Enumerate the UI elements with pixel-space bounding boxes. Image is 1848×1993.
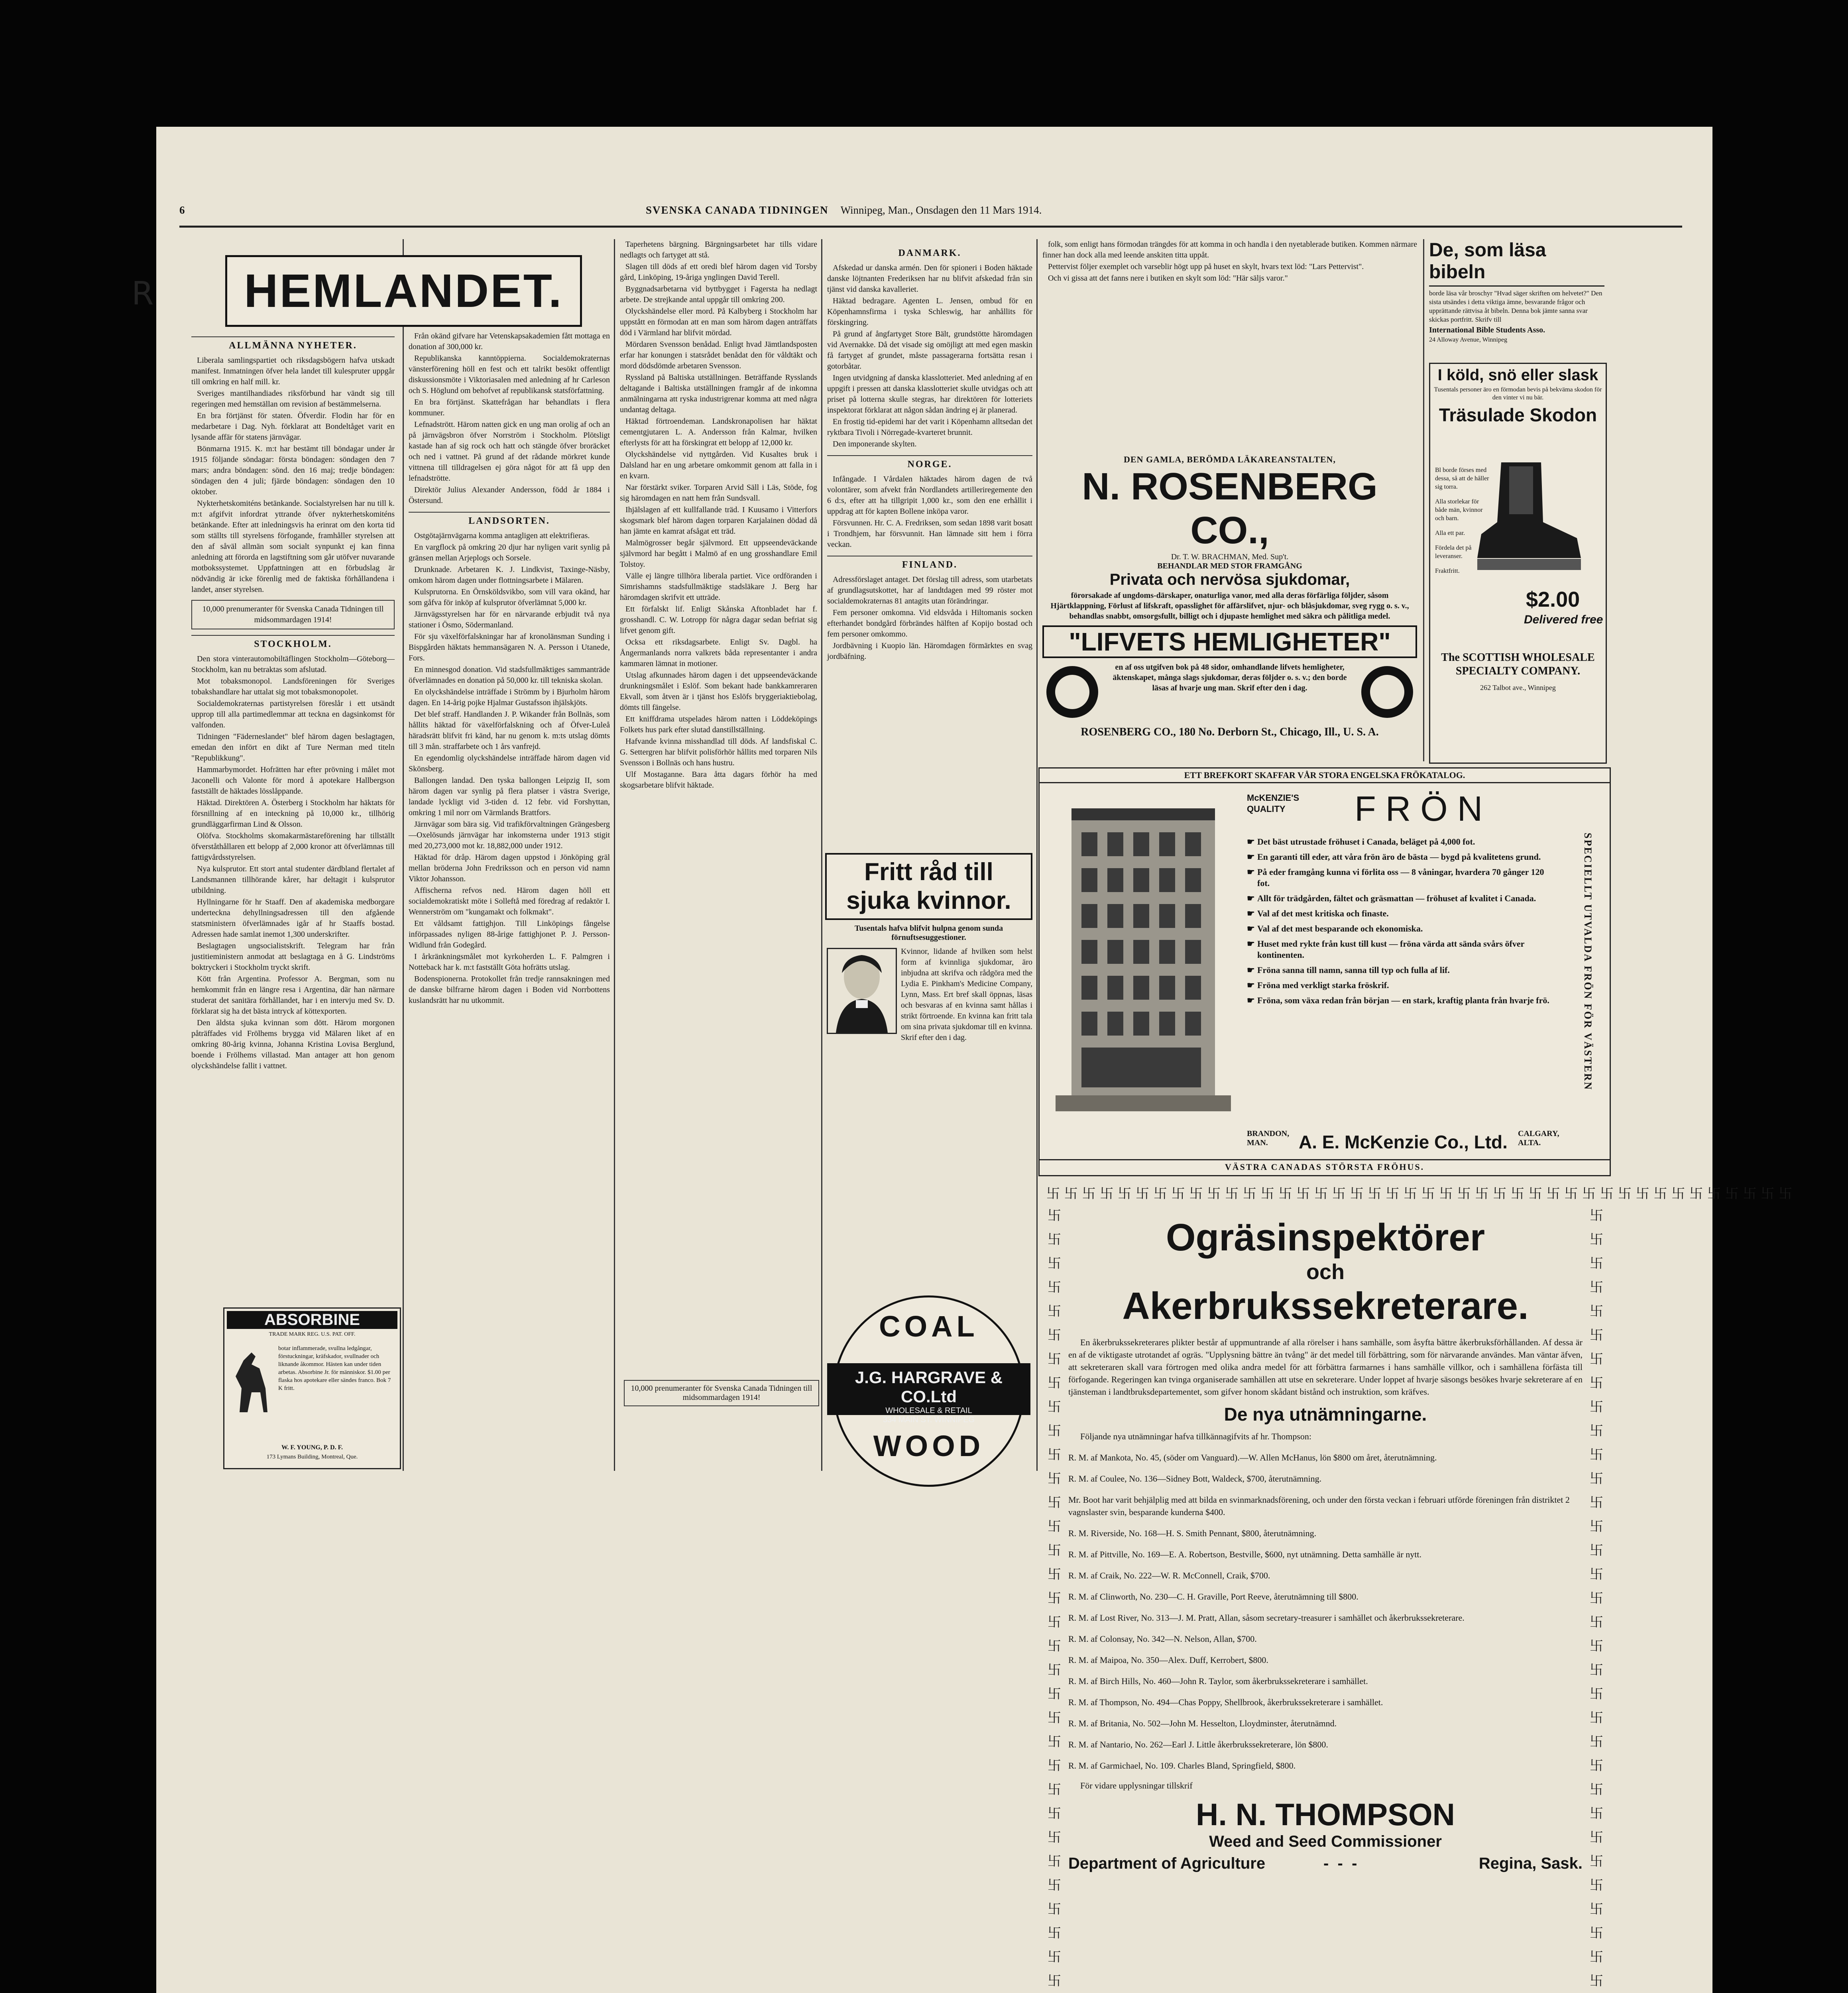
pointer-icon: ☛ — [1247, 939, 1255, 949]
article-paragraph: R. M. af Mankota, No. 45, (söder om Vanguard).—W. Allen McHanus, lön $800 om året, återutnämning. — [1068, 1452, 1437, 1462]
weed-lead: Följande nya utnämningar hafva tillkännagifvits af hr. Thompson: — [1080, 1431, 1312, 1441]
col5-articles — [1042, 239, 1417, 284]
article-paragraph: Hafvande kvinna misshandlad till döds. Af landsfiskal C. G. Settergren har blifvit polisförhör hållits med torparen Nils Svensson i Bollnäs och hans hustru. — [620, 737, 817, 767]
article-paragraph: En olyckshändelse inträffade i Strömm by i Bjurholm härom dagen. En 14-årig pojke Hjalmar Gustafsson ihjälskjöts. — [409, 688, 610, 707]
article-paragraph: R. M. af Coulee, No. 136—Sidney Bott, Waldeck, $700, återutnämning. — [1068, 1474, 1322, 1484]
coal-sub: WHOLESALE & RETAIL — [885, 1406, 972, 1415]
article-paragraph: R. M. af Colonsay, No. 342—N. Nelson, Allan, $700. — [1068, 1634, 1257, 1644]
building-illustration — [1056, 792, 1231, 1123]
article-paragraph: Infångade. I Vårdalen häktades härom dagen de två volontärer, som afvekt från Nordlandets artilleriregemente den 6 d:s, efter att ha tillgripit 1,000 kr., som den ene erhållit i uppdrag att för kapten Bollene inköpa varor. — [827, 475, 1032, 516]
article-paragraph: R. M. af Pittville, No. 169—E. A. Robertson, Bestville, $600, nyt utnämning. Detta samhälle är nytt. — [1068, 1549, 1422, 1559]
article-paragraph: Järnvägar som bära sig. Vid trafikförvaltningen Grängesberg—Oxelösunds järnvägar har inkomsterna under 1913 stigit med 20,273,000 mot kr. 18,882,000 under 1912. — [409, 820, 610, 850]
article-paragraph: R. M. af Britania, No. 502—John M. Hesselton, Lloydminster, återutnämnd. — [1068, 1718, 1337, 1728]
article-paragraph: Utslag afkunnades härom dagen i det uppseendeväckande drunkningsmålet i Eslöf. Som bekant hade bankkamreraren Ekvall, som åtven är i tjänst hos Eslöfs bryggeriaktiebolag, dömts till fängelse. — [620, 671, 817, 712]
column-2 — [409, 331, 610, 1467]
pinkham-title: Fritt råd till sjuka kvinnor. — [825, 853, 1032, 920]
decorative-border-right: 卐卐卐卐卐卐卐卐卐卐卐卐卐卐卐卐卐卐卐卐卐卐卐卐卐卐卐卐卐卐卐卐卐 — [1590, 1208, 1603, 1989]
page-header — [179, 204, 1682, 224]
norge-articles — [827, 474, 1032, 550]
section-title-hemlandet: HEMLANDET. — [225, 255, 582, 327]
bibeln-title: De, som läsa bibeln — [1429, 239, 1604, 287]
col1-articles-b — [191, 654, 395, 1071]
weed-och: och — [1306, 1260, 1345, 1284]
ad-weed-inspectors — [1068, 1208, 1583, 1993]
weed-entries — [1068, 1451, 1583, 1772]
col2-articles-b — [409, 531, 610, 1006]
article-paragraph: Afskedad ur danska armén. Den för spioneri i Boden häktade danske löjtnanten Frederiksen har nu blifvit afskedad från sin tjänst vid danska kavalleriet. — [827, 263, 1032, 294]
bibeln-address: 24 Alloway Avenue, Winnipeg — [1429, 336, 1508, 343]
article-paragraph: Från okänd gifvare har Vetenskapsakademien fått mottaga en donation af 300,000 kr. — [409, 332, 610, 351]
rosenberg-book-text: en af oss utgifven bok på 48 sidor, omhandlande lifvets hemligheter, äktenskapet, många slags sjukdomar, deras följder o. s. v.; den borde läsas af hvarje ung man. Skrif efter den i dag. — [1113, 663, 1347, 692]
article-paragraph: R. M. af Craik, No. 222—W. R. McConnell, Craik, $700. — [1068, 1570, 1270, 1580]
weed-name: H. N. THOMPSON — [1195, 1797, 1455, 1832]
skodon-address: 262 Talbot ave., Winnipeg — [1480, 684, 1556, 692]
ad-absorbine — [223, 1307, 401, 1469]
rosenberg-book-row — [1038, 662, 1421, 726]
dateline: Winnipeg, Man., Onsdagen den 11 Mars 1914. — [840, 204, 1042, 216]
bibeln-org: International Bible Students Asso. — [1429, 326, 1545, 334]
absorbine-maker: W. F. YOUNG, P. D. F. — [281, 1444, 343, 1451]
article-paragraph: Ett förfalskt lif. Enligt Skånska Aftonbladet har f. grosshandl. C. W. Lotropp för några dagar sedan befriat sig lifvet genom gift. — [620, 605, 817, 635]
article-paragraph: Fraktfritt. — [1435, 568, 1460, 574]
skodon-subtitle: Tusentals personer äro en förmodan bevis på bekväma skodon för den vinter vi nu bär. — [1434, 386, 1602, 401]
pointer-icon: ☛ — [1247, 924, 1255, 934]
article-paragraph: Ballongen landad. Den tyska ballongen Leipzig II, som härom dagen var synlig på flera platser i västra Sverige, landade lyckligt vid 3-tiden d. 12 febr. vid Forshyttan, omkring 1 mil norr om Värmlands Brattfors. — [409, 776, 610, 817]
weed-dept-row — [1068, 1855, 1583, 1879]
article-paragraph: En frostig tid-epidemi har det varit i Köpenhamn alltsedan det ryktbara Tivoli i Nörregade-kvarteret brunnit. — [827, 417, 1032, 437]
margin-mark: R — [132, 275, 154, 312]
article-paragraph: Och vi gissa att det fanns nere i butiken en skylt som löd: "Här säljs varor." — [1048, 274, 1288, 283]
article-paragraph: Olyckshändelse vid nyttgården. Vid Kusaltes bruk i Dalsland har en ung arbetare omkommit genom att falla in i en kvarn. — [620, 450, 817, 480]
masthead-title: SVENSKA CANADA TIDNINGEN — [646, 204, 829, 216]
article-paragraph: Mr. Boot har varit behjälplig med att bilda en svinmarknadsförening, och under den första veckan i februari utförde föreningen från distriktet 2 vagnslaster svin, besparande kunderna $400. — [1068, 1495, 1570, 1517]
article-paragraph: Nykterhetskomiténs betänkande. Socialstyrelsen har nu till k. m:t afgifvit infordrat yttrande öfver nykterhetskomiténs betänkande. Efter att inledningsvis ha erinrat om den korta tid som ställts till styrelsens förfogande, framhåller styrelsen att den af såväl allmän som socialt synpunkt ej kan finna anledning att förorda en lagstiftning som går utöfver nuvarande motbokssystemet. Uppfattningen att en förbudslag är nödvändig är icke förenlig med de faktiska förhållandena i landet, anser styrelsen. — [191, 499, 395, 594]
ad-coal-wood — [833, 1295, 1024, 1487]
skodon-firm: The SCOTTISH WHOLESALE SPECIALTY COMPANY. — [1441, 651, 1595, 677]
absorbine-title: ABSORBINE — [227, 1311, 397, 1329]
article-paragraph: Bönmarna 1915. K. m:t har bestämt till böndagar under år 1915 följande söndagar: första böndagen: söndagen den 7 mars; andra böndagen: sönd. den 16 maj; tredje böndagen: söndagen den 4 juli; fjärde böndagen: söndagen den 10 oktober. — [191, 444, 395, 496]
section-heading-allmanna: ALLMÄNNA NYHETER. — [191, 336, 395, 351]
pointer-icon: ☛ — [1247, 867, 1255, 877]
rosenberg-ring-left — [1046, 666, 1098, 718]
article-paragraph: En vargflock på omkring 20 djur har nyligen varit synlig på gränsen mellan Arjeplogs och Sorsele. — [409, 543, 610, 562]
article-paragraph: Ihjälslagen af ett kullfallande träd. I Kuusamo i Vitterfors skogsmark blef härom dagen torparen Karjalainen dödad då han jämte en kamrat afsågat ett träd. — [620, 505, 817, 536]
article-paragraph: Liberala samlingspartiet och riksdagsbögern hafva utskadt manifest. Inmatningen öfver hela landet till kulespruter uppgår till omkring en half mill. kr. — [191, 356, 395, 386]
article-paragraph: Adressförslaget antaget. Det förslag till adress, som utarbetats af grundlagsutskottet, har af landtdagen med 99 röster mot socialdemokraternas 81 antagits utan förändringar. — [827, 575, 1032, 605]
column-4 — [827, 239, 1032, 849]
article-paragraph: Häktad bedragare. Agenten L. Jensen, ombud för en Köpenhamnsfirma i tyska Schleswig, har anhållits för förskingring. — [827, 297, 1032, 327]
article-paragraph: Sveriges mantilhandiades riksförbund har vändt sig till regeringen med hemställan om revision af bestämmelserna. — [191, 389, 395, 409]
article-paragraph: Välle ej längre tillhöra liberala partiet. Vice ordföranden i Simrishamns stadsfullmäktige stadsläkare J. Berg har häromdagen skrifvit ett utträde. — [620, 572, 817, 602]
pointer-icon: ☛ — [1247, 852, 1255, 862]
article-paragraph: Ulf Mostaganne. Bara åtta dagars förhör ha med skogsarbetare blifvit häktade. — [620, 770, 817, 790]
article-paragraph: På grund af ångfartyget Store Bält, grundstötte häromdagen vid Avernakke. Då det visade sig omöjligt att med egen maskin få fartyget af grundet, måste passagerarna fortsätta resan i gotorbåtar. — [827, 330, 1032, 371]
article-paragraph: Den äldsta sjuka kvinnan som dött. Härom morgonen påträffades vid Frölhems brygga vid Mälaren liket af en omkring 80-årig kvinna, Johanna Kristina Lovisa Berglund, boende i Frölhems villastad. Man antager att hon genom olyckshändelse fallit i vattnet. — [191, 1018, 395, 1070]
ad-rosenberg — [1038, 454, 1421, 761]
article-paragraph: Beslagtagen ungsocialistskrift. Telegram har från justitieministern anmodat att beslagtaga en å G. Lindströms boktryckeri i Stockholm tryckt skrift. — [191, 941, 395, 972]
coal-text: COAL — [879, 1310, 979, 1343]
article-paragraph: Direktör Julius Alexander Andersson, född år 1884 i Östersund. — [409, 485, 610, 505]
article-paragraph: Jordbävning i Kuopio län. Häromdagen förmärktes en svag jordbäfning. — [827, 641, 1032, 661]
column-3 — [620, 239, 817, 1367]
article-paragraph: ☛ En garanti till eder, att våra frön äro de bästa — bygd på kvalitetens grund. — [1247, 852, 1541, 862]
ad-fritt-rad — [622, 1248, 823, 1355]
article-paragraph: R. M. af Birch Hills, No. 460—John R. Taylor, som åkerbrukssekreterare i samhället. — [1068, 1676, 1368, 1686]
rosenberg-subtitle: BEHANDLAR MED STOR FRAMGÅNG — [1157, 562, 1302, 570]
section-heading-norge: NORGE. — [827, 455, 1032, 470]
article-paragraph: R. M. af Nantario, No. 262—Earl J. Little åkerbrukssekreterare, lön $800. — [1068, 1739, 1328, 1749]
article-paragraph: Pettervist följer exemplet och varseblir högt upp på huset en skylt, hvars text löd: "Lars Pettervist". — [1048, 262, 1364, 271]
rosenberg-top: DEN GAMLA, BERÖMDA LÄKAREANSTALTEN, — [1124, 454, 1336, 464]
rosenberg-address: ROSENBERG CO., 180 No. Derborn St., Chicago, Ill., U. S. A. — [1081, 726, 1379, 738]
mckenzie-company: A. E. McKenzie Co., Ltd. — [1299, 1132, 1508, 1152]
skodon-title: I köld, snö eller slask — [1437, 366, 1598, 384]
horse-illustration — [228, 1344, 275, 1416]
column-rule — [403, 239, 404, 1471]
coal-address: 334 MAIN ST. WINNIPEG — [883, 1415, 975, 1424]
pointer-icon: ☛ — [1247, 908, 1255, 918]
column-5 — [1042, 239, 1417, 446]
article-paragraph: En bra förtjänst. Skattefrågan har behandlats i flera kommuner. — [409, 398, 610, 417]
rosenberg-doctor: Dr. T. W. BRACHMAN, Med. Sup't. — [1171, 552, 1289, 561]
article-paragraph: Kött från Argentina. Professor A. Bergman, som nu hemkommit från en längre resa i Argentina, där han närmare studerat det sanitära förhållandet, har i en intervju med Sv. D. förklarat sig ha det bästa intryck af köttexporten. — [191, 975, 395, 1016]
bibeln-text: borde läsa vår broschyr "Hvad säger skriften om helvetet?" Den sista utsändes i detta viktiga ämne, besvarande frågor och upprättande rättvisa åt bibeln. Denna bok jämte sanna svar skickas portfritt. Skrifv till — [1429, 289, 1602, 323]
article-paragraph: ☛ På eder framgång kunna vi förlita oss — 8 våningar, hvardera 70 gånger 120 fot. — [1247, 867, 1544, 888]
weed-intro: En åkerbrukssekreterares plikter består af uppmuntrande af alla rörelser i hans samhälle, som åsyfta bättre åkerbruksförhållanden. Af dessa är en af de viktigaste utrotandet af ogräs. "Upplysning bättre än tvång" är det medel till förbättring, som för närvarande användes. Man väntar äfven, att sekreteraren skall vara förtrogen med olika andra medel för att förbättra farmarnes i hans samhälle villkor, och i samhällena förfästa till förfogande. Regeringen kan tvinga organiserade samhällen att utse en sekreterare. Under loppet af hvarje säsongs besökes hvarje sekreterare af en tjänsteman i landtbruksdepartementet, som gifver honom skådant bistånd och instruktion, som kräfves. — [1068, 1337, 1583, 1397]
article-paragraph: En egendomlig olyckshändelse inträffade härom dagen vid Skönsberg. — [409, 754, 610, 773]
wood-text: WOOD — [873, 1429, 985, 1462]
weed-followup: För vidare upplysningar tillskrif — [1080, 1781, 1193, 1791]
article-paragraph: Olyckshändelse eller mord. På Kalbyberg i Stockholm har uppstått en förmodan att en man som härom dagen anträffats död i Värmland har blifvit mördad. — [620, 307, 817, 337]
article-paragraph: Nar förstärkt sviker. Torparen Arvid Säll i Läs, Stöde, fog sig häromdagen en natt hem från Sundsvall. — [620, 483, 817, 503]
article-paragraph: Ett kniffdrama utspelades härom natten i Löddeköpings Folkets hus park efter slutad danstillställning. — [620, 715, 817, 734]
article-paragraph: R. M. af Lost River, No. 313—J. M. Pratt, Allan, såsom secretary-treasurer i samhället och åkerbrukssekreterare. — [1068, 1613, 1465, 1623]
article-paragraph: folk, som enligt hans förmodan trängdes för att komma in och handla i den nyetablerade butiken. Kommen närmare finner han dock alla med leende anskiten titta uppåt. — [1042, 240, 1417, 259]
section-heading-landsorten: LANDSORTEN. — [409, 512, 610, 527]
article-paragraph: ☛ Fröna sanna till namn, sanna till typ och fulla af lif. — [1247, 965, 1450, 975]
article-paragraph: R. M. af Clinworth, No. 230—C. H. Graville, Port Reeve, återutnämning till $800. — [1068, 1592, 1358, 1602]
pointer-icon: ☛ — [1247, 980, 1255, 990]
col3-articles — [620, 239, 817, 791]
col1-articles — [191, 355, 395, 595]
article-paragraph: Bl borde förses med dessa, så att de håller sig torra. — [1435, 467, 1489, 490]
article-paragraph: För sju växelförfalskningar har af kronolänsman Sunding i Bispgården häktats hemmansägaren N. A. Persson i Utanede, Fors. — [409, 632, 610, 662]
weed-dashes: - - - — [1323, 1855, 1357, 1872]
mckenzie-features — [1247, 836, 1554, 1010]
boot-illustration — [1469, 454, 1585, 574]
article-paragraph: ☛ Fröna med verkligt starka fröskrif. — [1247, 980, 1389, 990]
page-number: 6 — [179, 204, 186, 216]
article-paragraph: R. M. af Maipoa, No. 350—Alex. Duff, Kerrobert, $800. — [1068, 1655, 1268, 1665]
article-paragraph: ☛ Fröna, som växa redan från början — en stark, kraftig planta från hvarje frö. — [1247, 995, 1549, 1005]
absorbine-address: 173 Lymans Building, Montreal, Que. — [266, 1454, 358, 1460]
column-rule — [1423, 239, 1424, 761]
decorative-border-left: 卐卐卐卐卐卐卐卐卐卐卐卐卐卐卐卐卐卐卐卐卐卐卐卐卐卐卐卐卐卐卐卐卐 — [1048, 1208, 1061, 1989]
article-paragraph: Alla ett par. — [1435, 530, 1465, 537]
article-paragraph: Affischerna refvos ned. Härom dagen höll ett socialdemokratiskt möte i Solleftå med föredrag af redaktör I. Wennerström om "kungamakt och folkmakt". — [409, 886, 610, 916]
article-paragraph: Hammarbymordet. Hofrätten har efter prövning i målet mot Jaconelli och Valonte för mord å apotekare Hallbergson fastställt de häktades lösslåppande. — [191, 765, 395, 796]
article-paragraph: Häktad för dråp. Härom dagen uppstod i Jönköping gräl mellan bröderna John Fredriksson och en person vid namn Viktor Johansson. — [409, 853, 610, 883]
column-rule — [1036, 239, 1038, 1471]
article-paragraph: ☛ Det bäst utrustade fröhuset i Canada, beläget på 4,000 fot. — [1247, 837, 1475, 847]
pointer-icon: ☛ — [1247, 837, 1255, 847]
article-paragraph: ☛ Val af det mest kritiska och finaste. — [1247, 908, 1389, 918]
pointer-icon: ☛ — [1247, 965, 1255, 975]
masthead — [646, 204, 1042, 216]
woman-portrait — [827, 948, 897, 1034]
finland-articles — [827, 574, 1032, 662]
article-paragraph: Byggnadsarbetarna vid byttbygget i Fagersta ha nedlagt arbete. De strejkande antal uppgår till omkring 200. — [620, 285, 817, 304]
mckenzie-vertical: SPECIELLT UTVALDA FRÖN FÖR VÄSTERN — [1582, 833, 1594, 1091]
article-paragraph: Häktad förtroendeman. Landskronapolisen har häktat cementgjutaren L. A. Andersson från Kalmar, hvilken efterlysts för att ha förskingrat ett belopp af 12,000 kr. — [620, 417, 817, 447]
article-paragraph: Mot tobaksmonopol. Landsföreningen för Sveriges tobakshandlare har uttalat sig mot tobaksmonopolet. — [191, 677, 395, 696]
article-paragraph: Republikanska kanntöppierna. Socialdemokraternas vänsterförening höll en fest och ett talrikt besökt offentligt diskussionsmöte i Viktoriasalen med anledning af hr Carleson och S. Höglund om behofvet af republikansk statsförfattning. — [409, 354, 610, 395]
article-paragraph: Bodenspionerna. Protokollet från tredje rannsakningen med de danske bilfrarne härom dagen i Boden vid Norrbottens kuslandsrätt har nu utkommit. — [409, 975, 610, 1005]
article-paragraph: R. M. af Thompson, No. 494—Chas Poppy, Shellbrook, åkerbrukssekreterare i samhället. — [1068, 1697, 1383, 1707]
article-paragraph: Det blef straff. Handlanden J. P. Wikander från Bollnäs, som hållits häktad för växelförfalskning och af Öfver-Luleå häradsrätt blifvit fri känd, har nu genom k. m:ts utslag dömts till 3 mån. straffarbete och 1 års vanfrejd. — [409, 710, 610, 751]
article-paragraph: I årkränkningsmålet mot kyrkoherden L. F. Palmgren i Notteback har k. m:t fastställt Göta hofrätts utslag. — [409, 952, 610, 972]
rosenberg-main: Privata och nervösa sjukdomar, — [1109, 571, 1350, 588]
mckenzie-label: McKENZIE'S QUALITY — [1247, 793, 1299, 814]
article-paragraph: En minnesgod donation. Vid stadsfullmäktiges sammanträde öfverlämnades en donation på 50,000 kr. till tekniska skolan. — [409, 665, 610, 685]
article-paragraph: Den stora vinterautomobiltäflingen Stockholm—Göteborg—Stockholm, kan nu betraktas som afslutad. — [191, 655, 395, 674]
article-paragraph: ☛ Huset med rykte från kust till kust — fröna värda att sända svårs öfver kontinenten. — [1247, 939, 1524, 960]
article-paragraph: Ryssland på Baltiska utställningen. Beträffande Rysslands deltagande i Baltiska utställningen framgår af de inkomna anmälningarna att ryska industrigrenar komma att med några undantag deltaga. — [620, 373, 817, 414]
article-paragraph: R. M. Riverside, No. 168—H. S. Smith Pennant, $800, återutnämning. — [1068, 1528, 1317, 1538]
pointer-icon: ☛ — [1247, 893, 1255, 903]
danmark-articles — [827, 263, 1032, 450]
article-paragraph: Nya kulsprutor. Ett stort antal studenter därdbland flertalet af Landsmannen tillhörande kårer, har deltagit i kulsprutor utbildning. — [191, 865, 395, 895]
article-paragraph: Socialdemokraternas partistyrelsen föreslår i ett utsändt upprop till alla partimedlemmar att teckna en dagsinkomst för valfonden. — [191, 699, 395, 729]
decorative-border-top: 卐 卐 卐 卐 卐 卐 卐 卐 卐 卐 卐 卐 卐 卐 卐 卐 卐 卐 卐 卐 卐 卐 卐 卐 卐 卐 卐 卐 卐 卐 卐 卐 卐 卐 卐 卐 卐 卐 卐 卐 卐 卐 — [1046, 1186, 1793, 1202]
absorbine-tagline: TRADE MARK REG. U.S. PAT. OFF. — [269, 1331, 356, 1337]
coal-firm: J.G. HARGRAVE & CO.Ltd — [855, 1368, 1003, 1406]
article-paragraph: Tidningen "Fäderneslandet" blef härom dagen beslagtagen, emedan den infört en dikt af Ture Nerman med titeln "Republikkung". — [191, 732, 395, 763]
article-paragraph: Lefnadstrött. Härom natten gick en ung man orolig af och an på järnvägsbron öfver Norrström i Stockholm. Plötsligt kastade han af sig rock och hatt och stängde öfver broräcket och ned i vattnet. På grund af det rådande mörkret kunde vittnena till tilldragelsen ej göra något för att få upp den lefnadströtte. — [409, 420, 610, 483]
weed-dept: Department of Agriculture — [1068, 1855, 1266, 1872]
section-heading-danmark: DANMARK. — [898, 248, 961, 258]
article-paragraph: Fördela det på leveranser. — [1435, 544, 1472, 560]
ad-pinkham — [825, 853, 1032, 1295]
subscriber-notice: 10,000 prenumeranter för Svenska Canada Tidningen till midsommardagen 1914! — [191, 600, 395, 629]
skodon-price-note: Delivered free — [1524, 613, 1603, 626]
mckenzie-city-right: CALGARY, ALTA. — [1518, 1129, 1559, 1147]
skodon-product: Träsulade Skodon — [1439, 405, 1597, 425]
rosenberg-book-title: "LIFVETS HEMLIGHETER" — [1042, 625, 1417, 658]
article-paragraph: Taperhetens bärgning. Bärgningsarbetet har tills vidare nedlagts och fartyget att stå. — [620, 240, 817, 259]
article-paragraph: Olöfva. Stockholms skomakarmästareförening har tillställt öfverståthållaren ett belopp af 2,000 kronor att öfverlämnas till fattigvårdsstyrelsen. — [191, 831, 395, 862]
article-paragraph: Alla storlekar för både män, kvinnor och barn. — [1435, 498, 1483, 522]
mckenzie-froen: FRÖN — [1355, 789, 1492, 828]
article-paragraph: En bra förtjänst för staten. Öfverdir. Flodin har för en medarbetare i Dag. Nyh. förklarat att Bondeltåget varit en lysande affär för statens järnvägar. — [191, 411, 395, 442]
pinkham-subtitle: Tusentals hafva blifvit hulpna genom sunda förnuftsesuggestioner. — [854, 924, 1003, 942]
mckenzie-city-left: BRANDON, MAN. — [1247, 1129, 1290, 1147]
weed-city: Regina, Sask. — [1478, 1855, 1583, 1872]
article-paragraph: ☛ Allt för trädgården, fältet och gräsmattan — fröhuset af kvalitet i Canada. — [1247, 893, 1536, 903]
pointer-icon: ☛ — [1247, 995, 1255, 1005]
article-paragraph: Hyllningarne för hr Staaff. Den af akademiska medborgare underteckna dehyllningsadressen till den afgående statsministern öfverlämnades igår af hr Staaffs bostad. Adressen hade samlat inemot 1,300 underskrifter. — [191, 898, 395, 939]
article-paragraph: Ett våldsamt fattighjon. Till Linköpings fångelse införpassades nyligen 88-årige fattighjonet P. J. Persson-Widlund från Godegård. — [409, 919, 610, 949]
article-paragraph: ☛ Val af det mest besparande och ekonomiska. — [1247, 924, 1423, 934]
rosenberg-ring-right — [1361, 666, 1413, 718]
article-paragraph: Försvunnen. Hr. C. A. Fredriksen, som sedan 1898 varit bosatt i Trondhjem, har försvunnit. Han lämnade sitt hem i förra veckan. — [827, 519, 1032, 549]
article-paragraph: Häktad. Direktören A. Österberg i Stockholm har häktats för försnillning af en inteckning på 10,000 kr., tillhörig grundläggarfirman Lind & Olsson. — [191, 798, 395, 829]
section-heading-stockholm: STOCKHOLM. — [191, 635, 395, 650]
weed-title-1: Ogräsinspektörer — [1166, 1216, 1485, 1259]
article-paragraph: Ostgötajärnvägarna komma antagligen att elektrifieras. — [414, 531, 590, 540]
coal-firm-banner — [827, 1363, 1030, 1424]
article-paragraph: Ocksa ett riksdagsarbete. Enligt Sv. Dagbl. ha Ångermanlands norra valkrets båda representanter i andra kammaren lämnat in motioner. — [620, 638, 817, 668]
weed-title-2: Akerbrukssekreterare. — [1122, 1285, 1529, 1327]
mckenzie-footer: VÄSTRA CANADAS STÖRSTA FRÖHUS. — [1040, 1159, 1610, 1172]
header-rule — [179, 226, 1682, 228]
column-1 — [191, 331, 395, 1295]
mckenzie-banner: ETT BREFKORT SKAFFAR VÅR STORA ENGELSKA FRÖKATALOG. — [1040, 769, 1610, 783]
col2-articles — [409, 331, 610, 506]
section-heading-finland: FINLAND. — [827, 556, 1032, 570]
article-paragraph: R. M. af Garmichael, No. 109. Charles Bland, Springfield, $800. — [1068, 1761, 1296, 1771]
subscriber-notice-col3: 10,000 prenumeranter för Svenska Canada Tidningen till midsommardagen 1914! — [624, 1380, 819, 1406]
article-paragraph: Malmögrosser begår självmord. Ett uppseendeväckande självmord har begått i Malmö af en ung grosshandlare Emil Tolstoy. — [620, 539, 817, 569]
article-paragraph: Slagen till döds af ett oredi blef härom dagen vid Torsby gård, Linköping, 19-åriga ynglingen David Terell. — [620, 262, 817, 282]
article-paragraph: Den imponerande skylten. — [833, 440, 917, 448]
skodon-price: $2.00 — [1526, 588, 1580, 611]
article-paragraph: Mördaren Svensson benådad. Enligt hvad Jämtlandsposten erfar har konungen i statsrådet benådat den för våldtäkt och mord dödsdömde arbetaren Svensson. — [620, 340, 817, 370]
pinkham-text: Kvinnor, lidande af hvilken som helst form af kvinnliga sjukdomar, äro inbjudna att skrifva och rådgöra med the Lydia E. Pinkham's Medicine Company, Lynn, Mass. Ert bref skall öppnas, läsas och besvaras af en kvinna samt hållas i strikt förtroende. En kvinna kan fritt tala om sina privata sjukdomar till en kvinna. Skrif efter den i dag. — [901, 947, 1032, 1042]
article-paragraph: Fem personer omkomna. Vid eldsvåda i Hiltomanis socken efterhandet bondgård förbrändes hälften af Kopijo bostad och fem personer omkommo. — [827, 608, 1032, 639]
weed-role: Weed and Seed Commissioner — [1209, 1833, 1442, 1850]
weed-subtitle: De nya utnämningarne. — [1224, 1404, 1427, 1425]
article-paragraph: Drunknade. Arbetaren K. J. Lindkvist, Taxinge-Näsby, omkom härom dagen under flottningsarbete i Mälaren. — [409, 565, 610, 585]
ad-mckenzie — [1038, 767, 1611, 1176]
article-paragraph: Kulsprutorna. En Örnsköldsvikbo, som vill vara okänd, har som gåfva för inköp af kulsprutor öfverlämnat 5,000 kr. — [409, 588, 610, 607]
rosenberg-name: N. ROSENBERG CO., — [1082, 465, 1378, 552]
column-rule — [614, 239, 615, 1471]
article-paragraph: Ingen utvidgning af danska klasslotteriet. Med anledning af en uppgift i pressen att danska klasslotteriet skulle utvidgas och att priset på lotterna skulle stegras, har direktören för lotteriets inspektorat förklarat att någon sådan ändring ej är planerad. — [827, 373, 1032, 415]
rosenberg-text: förorsakade af ungdoms-därskaper, onaturliga vanor, med alla deras förfärliga följder, såsom Hjärtklappning, Förlust af lifskraft, opasslighet för affärslifvet, njur- och blåsjukdomar, sveg rygg o. s. v., behandlas snabbt, omsorgsfullt, billigt och i djupaste hemlighet med säkra och pålitliga medel. — [1050, 591, 1409, 621]
article-paragraph: Järnvägsstyrelsen har för en närvarande erbjudit två nya stationer i Ösmo, Södermanland. — [409, 610, 610, 629]
ad-bibeln — [1429, 239, 1604, 359]
absorbine-text: botar inflammerade, svullna ledgångar, förstuckningar, kräfskador, svullnader och liknande åkommor. Hästen kan under tiden arbetas. Absorbine Jr. för människor. $1.00 per flaska hos apotekare eller sändes franco. Bok 7 K fritt. — [278, 1345, 391, 1392]
